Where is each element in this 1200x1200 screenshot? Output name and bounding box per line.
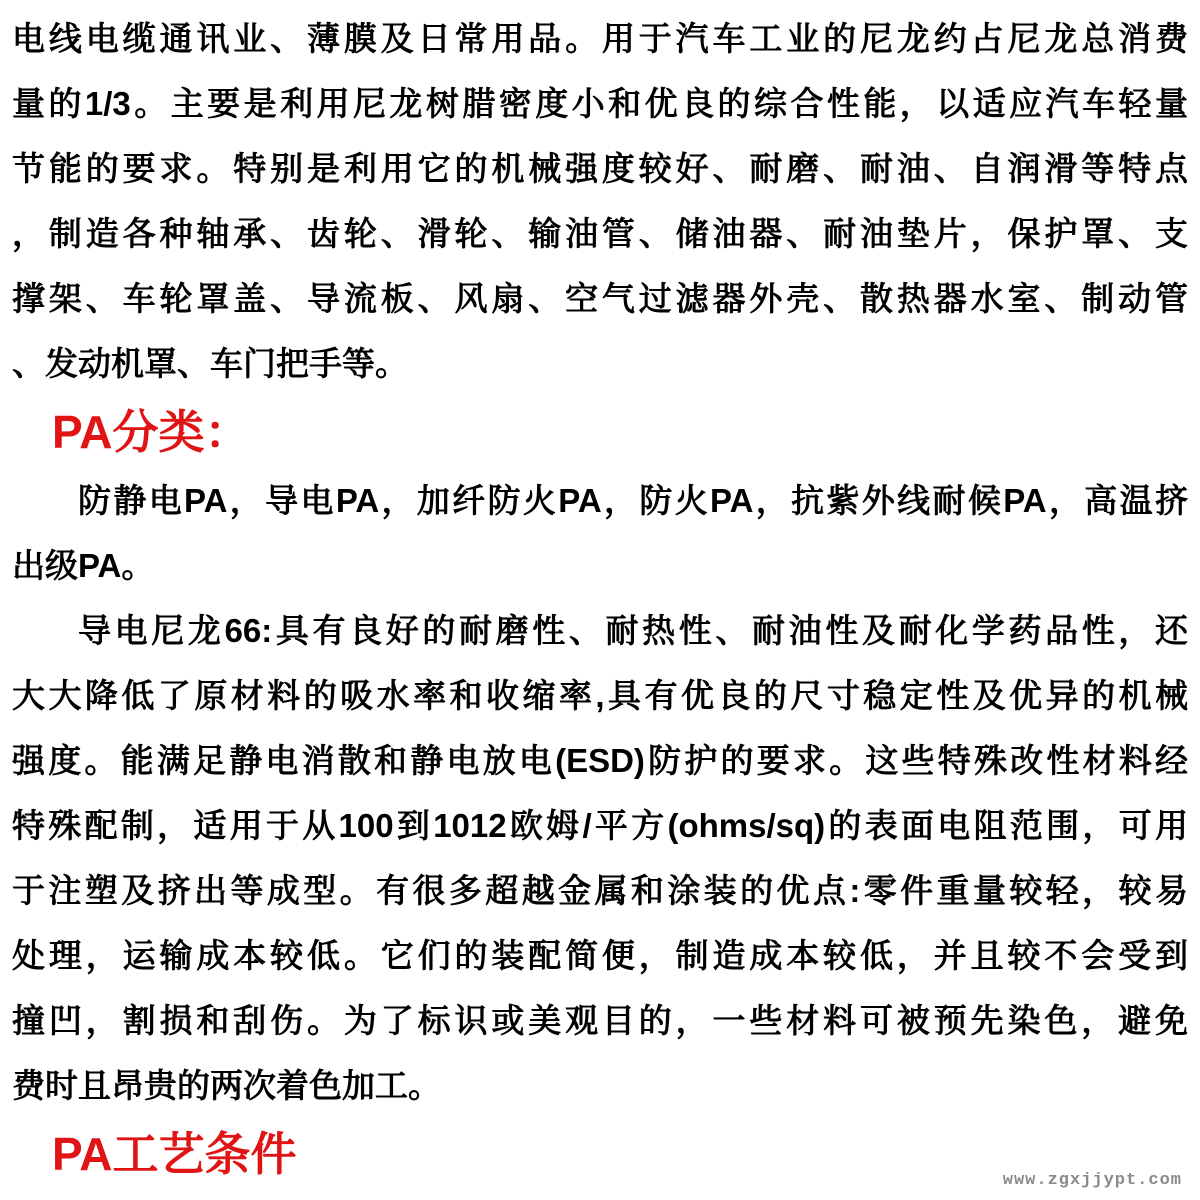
text-line: 费时且昂贵的两次着色加工。 [12,1067,441,1104]
heading-pa-process-conditions: PA工艺条件 [52,1128,297,1180]
text-line: 特殊配制，适用于从100到1012欧姆/平方(ohms/sq)的表面电阻范围，可用 [12,807,1188,844]
text-line: 、发动机罩、车门把手等。 [12,345,408,382]
text-line: 防静电PA，导电PA，加纤防火PA，防火PA，抗紫外线耐候PA，高温挤 [78,482,1188,519]
heading-pa-classification: PA分类： [52,406,251,458]
text-line: 导电尼龙66:具有良好的耐磨性、耐热性、耐油性及耐化学药品性，还 [78,612,1188,649]
paragraph-pa-types [12,468,1188,598]
paragraph-conductive-nylon66 [12,598,1188,1118]
paragraph-nylon-applications [12,6,1188,396]
text-line: ，制造各种轴承、齿轮、滑轮、输油管、储油器、耐油垫片，保护罩、支 [12,215,1188,252]
text-line: 电线电缆通讯业、薄膜及日常用品。用于汽车工业的尼龙约占尼龙总消费 [12,20,1188,57]
text-line: 强度。能满足静电消散和静电放电(ESD)防护的要求。这些特殊改性材料经 [12,742,1188,779]
text-line: 撞凹，割损和刮伤。为了标识或美观目的，一些材料可被预先染色，避免 [12,1002,1188,1039]
text-line: 于注塑及挤出等成型。有很多超越金属和涂装的优点:零件重量较轻，较易 [12,872,1188,909]
text-line: 节能的要求。特别是利用它的机械强度较好、耐磨、耐油、自润滑等特点 [12,150,1188,187]
text-line: 出级PA。 [12,547,155,584]
watermark: www.zgxjjypt.com [1002,1171,1182,1190]
text-line: 量的1/3。主要是利用尼龙树腊密度小和优良的综合性能，以适应汽车轻量 [12,85,1188,122]
text-line: 撑架、车轮罩盖、导流板、风扇、空气过滤器外壳、散热器水室、制动管 [12,280,1188,317]
text-line: 处理，运输成本较低。它们的装配简便，制造成本较低，并且较不会受到 [12,937,1188,974]
text-line: 大大降低了原材料的吸水率和收缩率,具有优良的尺寸稳定性及优异的机械 [12,677,1188,714]
